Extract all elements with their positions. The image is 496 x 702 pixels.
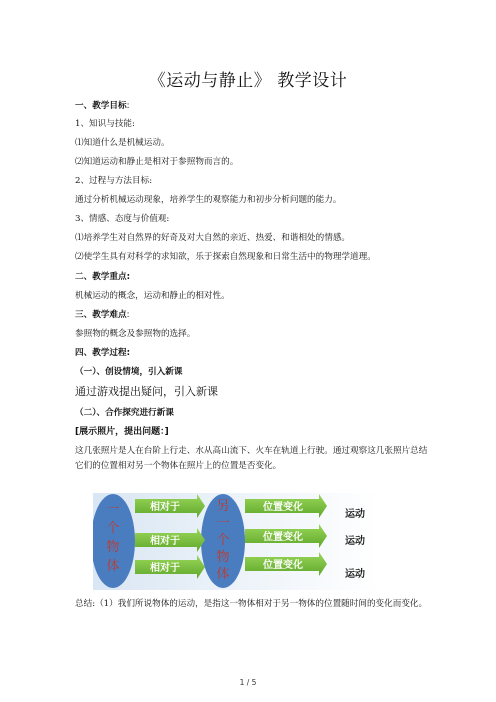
section-heading-difficulty (75, 310, 427, 321)
right-oval-char-5: 体 (216, 567, 230, 582)
process-heading: 2、过程与方法目标: (75, 176, 153, 186)
change-label-3: 位置变化 (263, 560, 303, 571)
left-oval-char-2: 个 (106, 521, 120, 536)
right-oval-char-4: 物 (216, 550, 230, 565)
knowledge-item-1: ⑴知道什么是机械运动。 (75, 138, 170, 148)
knowledge-item-2: ⑵知道运动和静止是相对于参照物而言的。 (75, 157, 239, 167)
emotion-item-1: ⑴培养学生对自然界的好奇及对大自然的亲近、热爱、和谐相处的情感。 (75, 233, 351, 243)
left-oval-char-1: 一 (106, 502, 120, 517)
goals-heading-text: 一、教学目标 (75, 101, 127, 111)
change-label-1: 位置变化 (263, 502, 303, 513)
motion-diagram-svg (93, 493, 379, 590)
emotion-item-2: ⑵使学生具有对科学的求知欲，乐于探索自然现象和日常生活中的物理学道理。 (75, 252, 376, 262)
difficulty-heading-text: 三、教学难点 (75, 310, 127, 320)
key-item-1: 机械运动的概念，运动和静止的相对性。 (75, 291, 230, 301)
step2-heading: （二）、合作探究进行新课 (75, 408, 174, 418)
process-item-1: 通过分析机械运动现象，培养学生的观察能力和初步分析问题的能力。 (75, 195, 342, 205)
emotion-heading: 3、情感、态度与价值观: (75, 214, 170, 224)
photo-heading: [展示照片，提出问题：] (75, 427, 169, 437)
difficulty-heading-colon: : (126, 310, 130, 320)
section-heading-process-steps: 四、教学过程: (75, 348, 130, 358)
motion-diagram (93, 493, 379, 590)
change-label-2: 位置变化 (263, 532, 303, 543)
photo-paragraph: 这几张照片是人在台阶上行走、水从高山流下、火车在轨道上行驶。通过观察这几张照片总结它们的位置相对另一个物体在照片上的位置是否变化。 (75, 446, 428, 471)
page-number: 1 / 5 (239, 678, 257, 687)
right-oval-char-1: 另 (216, 499, 230, 514)
step1-heading: （一）、创设情境，引入新课 (75, 367, 183, 377)
document-title: 《运动与静止》 教学设计 (148, 71, 348, 91)
section-heading-goals (75, 101, 427, 112)
goals-heading-colon: : (126, 101, 130, 111)
relative-label-2: 相对于 (150, 536, 180, 547)
relative-label-1: 相对于 (150, 502, 180, 513)
result-label-3: 运动 (345, 569, 365, 580)
result-label-1: 运动 (345, 509, 365, 520)
difficulty-item-1: 参照物的概念及参照物的选择。 (75, 329, 196, 339)
summary-paragraph: 总结:（1）我们所说物体的运动，是指这一物体相对于另一物体的位置随时间的变化而变化。 (75, 599, 428, 609)
knowledge-heading: 1、知识与技能: (75, 119, 135, 129)
right-oval-char-3: 个 (216, 533, 230, 548)
left-oval-char-4: 体 (106, 559, 120, 574)
section-heading-key: 二、教学重点: (75, 272, 130, 282)
step1-text: 通过游戏提出疑问，引入新课 (75, 385, 218, 398)
relative-label-3: 相对于 (150, 563, 180, 574)
left-oval-char-3: 物 (106, 540, 120, 555)
result-label-2: 运动 (345, 536, 365, 547)
right-oval-char-2: 一 (216, 516, 230, 531)
